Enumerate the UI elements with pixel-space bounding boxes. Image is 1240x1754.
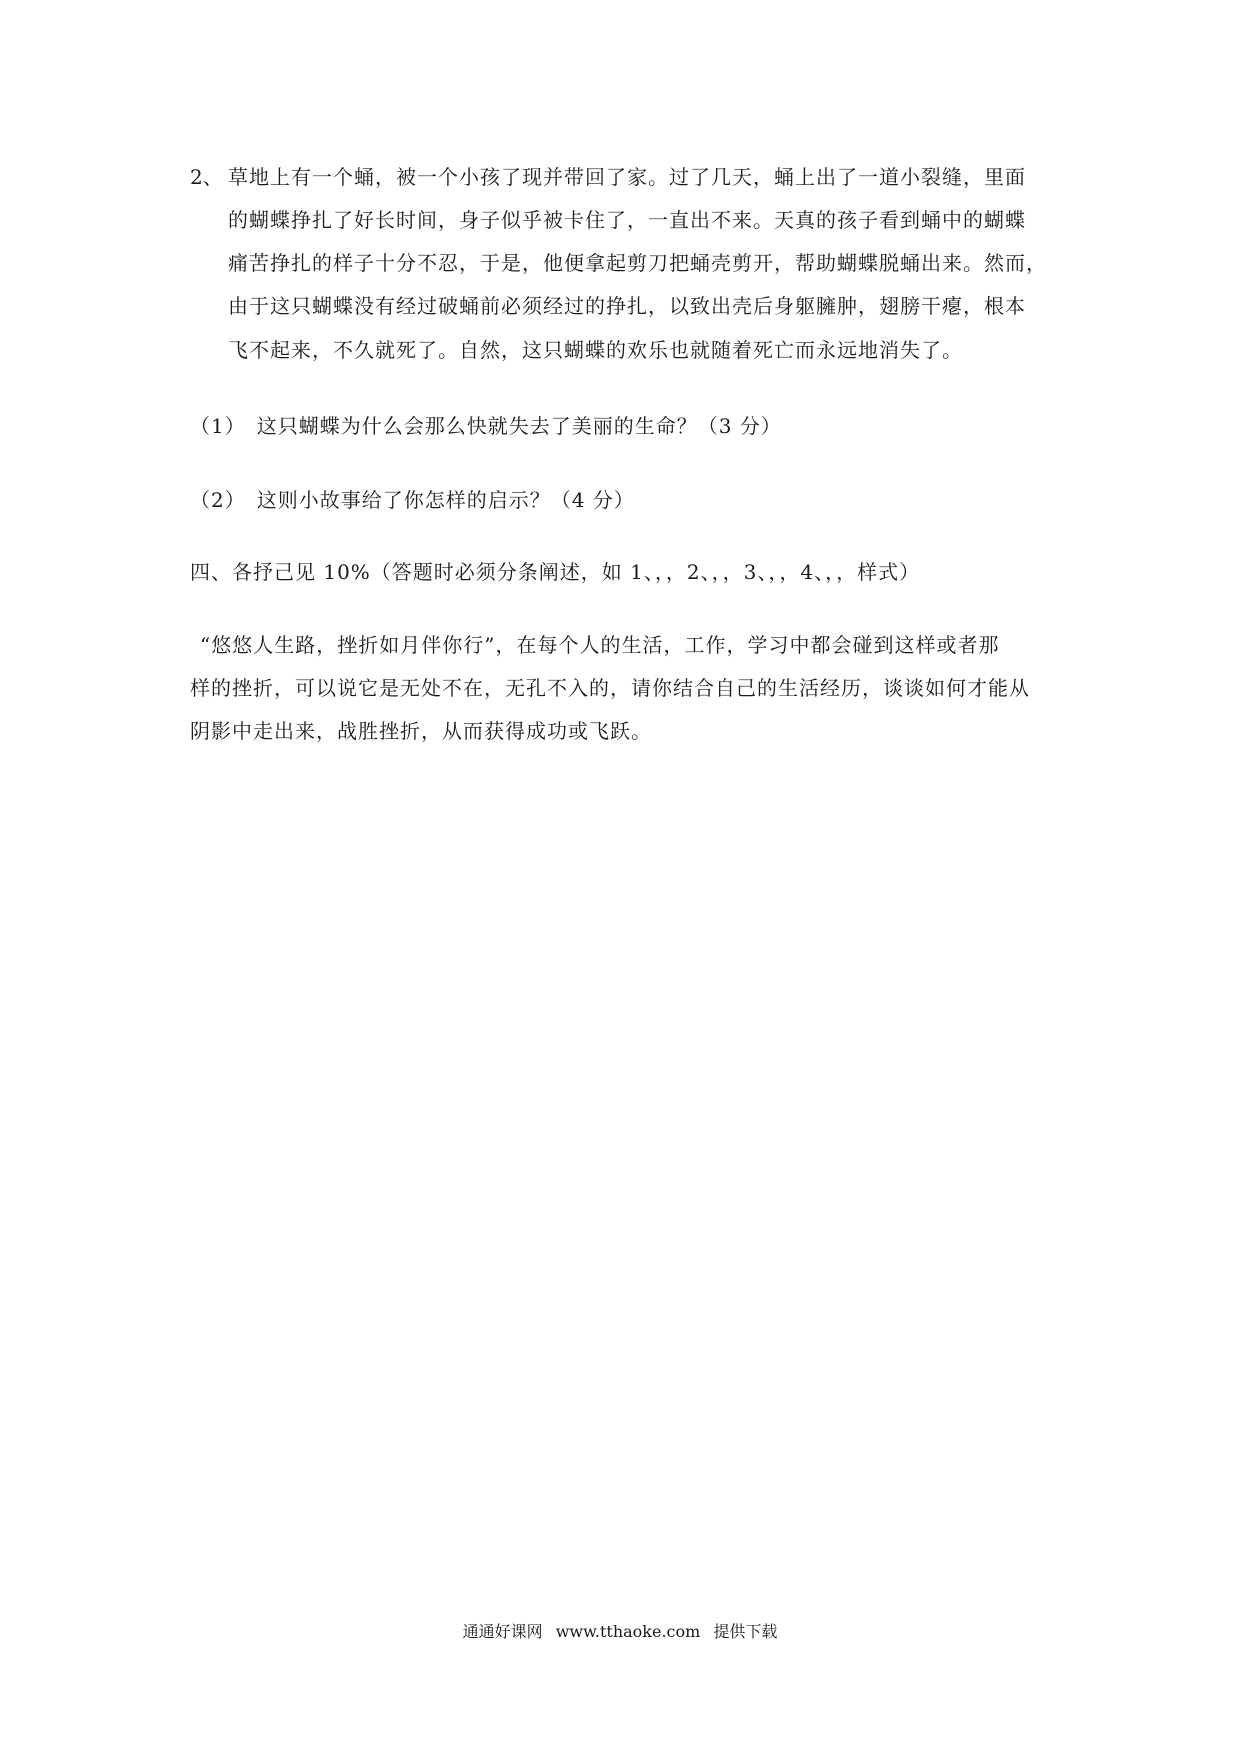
question-2-text-line-5: 飞不起来，不久就死了。自然，这只蝴蝶的欢乐也就随着死亡而永远地消失了。	[228, 338, 963, 362]
question-2-number: 2、	[190, 165, 223, 189]
section-4-prompt-line-2: 样的挫折，可以说它是无处不在，无孔不入的，请你结合自己的生活经历，谈谈如何才能从	[190, 676, 1030, 700]
footer-note: 提供下载	[713, 1622, 778, 1641]
footer-site-name: 通通好课网	[462, 1622, 543, 1641]
question-2-text-line-2: 的蝴蝶挣扎了好长时间，身子似乎被卡住了，一直出不来。天真的孩子看到蛹中的蝴蝶	[228, 208, 1026, 232]
question-2-sub-question-2: （2） 这则小故事给了你怎样的启示？（4 分）	[190, 488, 635, 512]
section-4-heading: 四、各抒己见 10%（答题时必须分条阐述，如 1、，，2、，，3、，，4、，，样式）	[190, 560, 921, 584]
question-2-text-line-4: 由于这只蝴蝶没有经过破蛹前必须经过的挣扎，以致出壳后身躯臃肿，翅膀干瘪，根本	[228, 294, 1026, 318]
section-4-prompt-line-3: 阴影中走出来，战胜挫折，从而获得成功或飞跃。	[190, 719, 652, 743]
question-2-text-line-3: 痛苦挣扎的样子十分不忍，于是，他便拿起剪刀把蛹壳剪开，帮助蝴蝶脱蛹出来。然而，	[228, 251, 1047, 275]
question-2-text-line-1: 草地上有一个蛹，被一个小孩了现并带回了家。过了几天，蛹上出了一道小裂缝，里面	[228, 165, 1026, 189]
footer-url[interactable]: www.tthaoke.com	[555, 1622, 701, 1641]
section-4-prompt-line-1: “悠悠人生路，挫折如月伴你行”，在每个人的生活，工作，学习中都会碰到这样或者那	[200, 633, 1000, 657]
question-2-sub-question-1: （1） 这只蝴蝶为什么会那么快就失去了美丽的生命？（3 分）	[190, 414, 782, 438]
footer	[0, 1621, 1240, 1643]
